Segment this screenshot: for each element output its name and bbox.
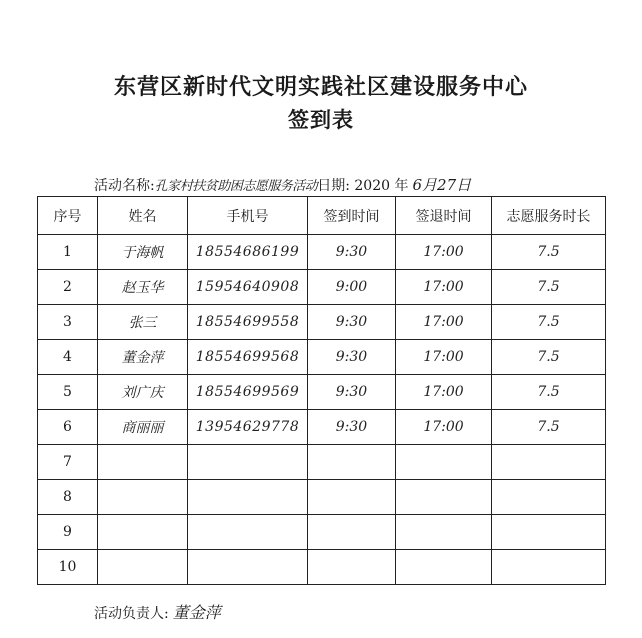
cell-no: 4 [38, 340, 98, 375]
table-row [38, 410, 606, 445]
cell-signin-time [308, 480, 396, 515]
table-row [38, 515, 606, 550]
activity-label: 活动名称: [94, 178, 155, 194]
table-row [38, 445, 606, 480]
cell-service-hours [492, 515, 606, 550]
cell-no: 7 [38, 445, 98, 480]
table-row [38, 340, 606, 375]
cell-signin-time: 9:00 [308, 270, 396, 305]
activity-name: 孔家村扶贫助困志愿服务活动 [154, 179, 318, 194]
cell-signout-time: 17:00 [396, 235, 492, 270]
date-value: 6月27日 [412, 176, 472, 194]
cell-signout-time [396, 550, 492, 585]
cell-name [98, 550, 188, 585]
cell-no: 2 [38, 270, 98, 305]
cell-signin-time: 9:30 [308, 235, 396, 270]
cell-signin-time: 9:30 [308, 305, 396, 340]
cell-service-hours: 7.5 [492, 305, 606, 340]
header-no: 序号 [38, 197, 98, 235]
table-header-row [38, 197, 606, 235]
document-title: 东营区新时代文明实践社区建设服务中心 [113, 75, 528, 100]
cell-signout-time [396, 515, 492, 550]
activity-meta-line [94, 174, 471, 195]
cell-phone [188, 480, 308, 515]
cell-service-hours [492, 550, 606, 585]
table-row [38, 480, 606, 515]
cell-name [98, 445, 188, 480]
table-row [38, 550, 606, 585]
cell-signout-time [396, 480, 492, 515]
organizer-line [94, 600, 221, 623]
table-row [38, 375, 606, 410]
cell-service-hours [492, 445, 606, 480]
cell-service-hours: 7.5 [492, 375, 606, 410]
header-service-hours: 志愿服务时长 [492, 197, 606, 235]
cell-phone: 15954640908 [188, 270, 308, 305]
cell-no: 6 [38, 410, 98, 445]
cell-service-hours: 7.5 [492, 235, 606, 270]
cell-service-hours: 7.5 [492, 270, 606, 305]
cell-no: 1 [38, 235, 98, 270]
cell-signout-time: 17:00 [396, 305, 492, 340]
organizer-label: 活动负责人: [94, 606, 169, 622]
cell-signin-time [308, 515, 396, 550]
cell-name: 于海帆 [98, 235, 188, 270]
cell-signout-time: 17:00 [396, 375, 492, 410]
cell-phone: 18554699558 [188, 305, 308, 340]
header-signin-time: 签到时间 [308, 197, 396, 235]
cell-signin-time: 9:30 [308, 410, 396, 445]
cell-signout-time [396, 445, 492, 480]
cell-phone [188, 515, 308, 550]
cell-phone: 18554699568 [188, 340, 308, 375]
header-signout-time: 签退时间 [396, 197, 492, 235]
cell-service-hours: 7.5 [492, 410, 606, 445]
cell-signin-time: 9:30 [308, 375, 396, 410]
cell-no: 10 [38, 550, 98, 585]
cell-name [98, 480, 188, 515]
header-phone: 手机号 [188, 197, 308, 235]
cell-no: 3 [38, 305, 98, 340]
cell-phone [188, 550, 308, 585]
document-subtitle: 签到表 [288, 108, 354, 132]
table-row [38, 270, 606, 305]
cell-service-hours [492, 480, 606, 515]
cell-phone: 13954629778 [188, 410, 308, 445]
cell-no: 5 [38, 375, 98, 410]
cell-signout-time: 17:00 [396, 410, 492, 445]
table-row [38, 305, 606, 340]
cell-phone: 18554699569 [188, 375, 308, 410]
cell-name: 商丽丽 [98, 410, 188, 445]
organizer-signature: 董金萍 [172, 603, 221, 622]
cell-name [98, 515, 188, 550]
date-label: 日期: 2020 年 [317, 178, 409, 194]
table-row [38, 235, 606, 270]
cell-no: 9 [38, 515, 98, 550]
cell-name: 董金萍 [98, 340, 188, 375]
cell-name: 张三 [98, 305, 188, 340]
cell-name: 赵玉华 [98, 270, 188, 305]
cell-no: 8 [38, 480, 98, 515]
header-name: 姓名 [98, 197, 188, 235]
cell-phone [188, 445, 308, 480]
cell-service-hours: 7.5 [492, 340, 606, 375]
cell-signout-time: 17:00 [396, 270, 492, 305]
signin-table [37, 196, 606, 585]
cell-signin-time: 9:30 [308, 340, 396, 375]
cell-name: 刘广庆 [98, 375, 188, 410]
cell-phone: 18554686199 [188, 235, 308, 270]
cell-signin-time [308, 550, 396, 585]
cell-signin-time [308, 445, 396, 480]
cell-signout-time: 17:00 [396, 340, 492, 375]
